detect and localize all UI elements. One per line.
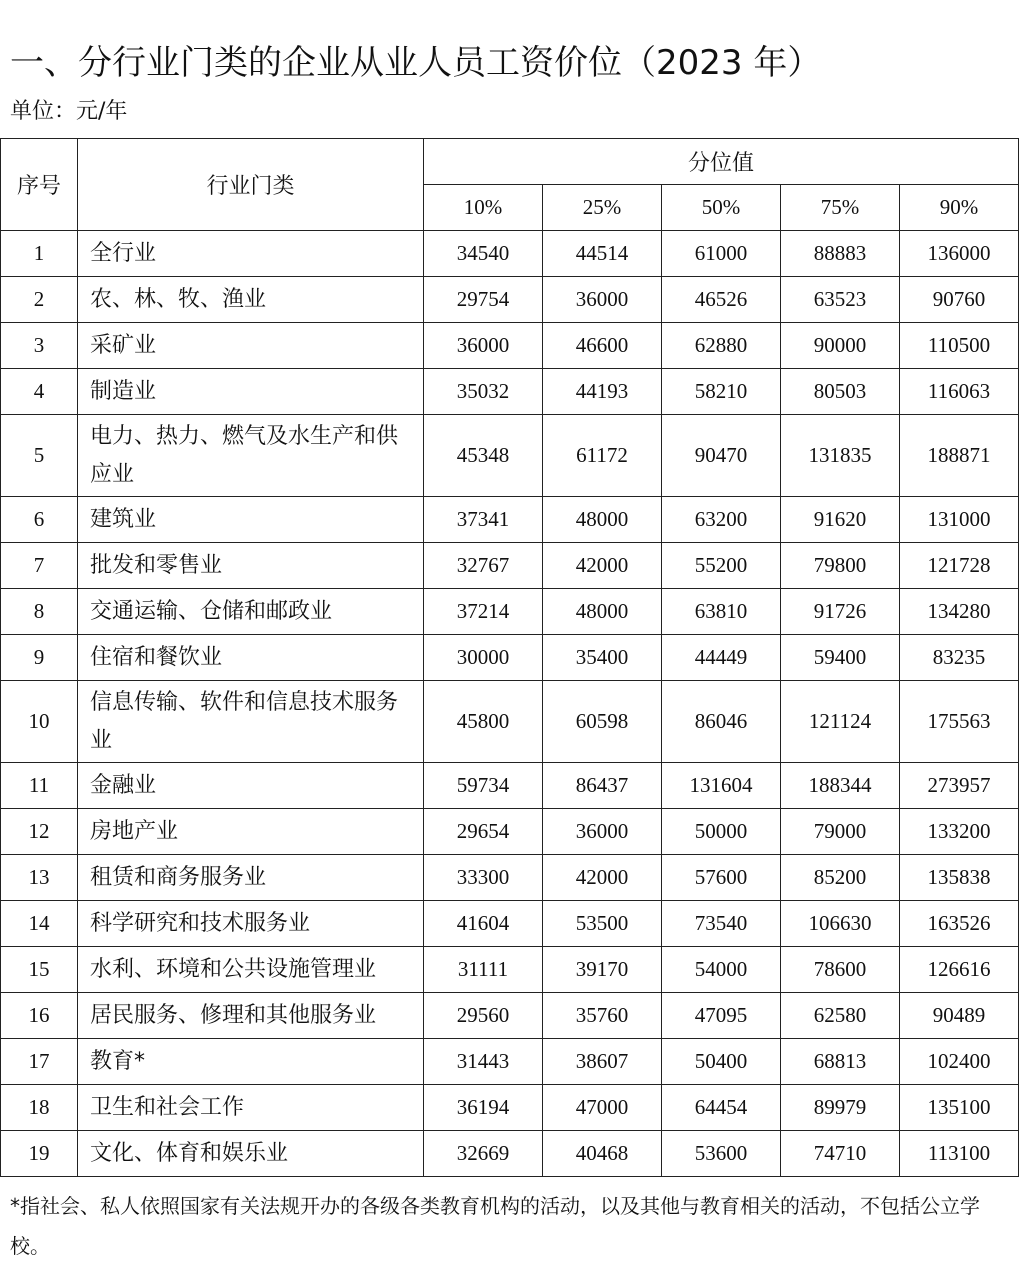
row-seq: 13 <box>1 855 78 901</box>
row-seq: 19 <box>1 1131 78 1177</box>
row-value-p90: 273957 <box>900 763 1019 809</box>
table-row <box>1 589 1019 635</box>
row-value-p25: 36000 <box>543 277 662 323</box>
row-value-p50: 64454 <box>662 1085 781 1131</box>
row-value-p25: 38607 <box>543 1039 662 1085</box>
row-value-p10: 31111 <box>424 947 543 993</box>
row-industry: 批发和零售业 <box>78 543 424 589</box>
row-seq: 17 <box>1 1039 78 1085</box>
row-industry: 卫生和社会工作 <box>78 1085 424 1131</box>
row-value-p10: 31443 <box>424 1039 543 1085</box>
row-seq: 11 <box>1 763 78 809</box>
table-row <box>1 277 1019 323</box>
row-value-p10: 30000 <box>424 635 543 681</box>
row-industry: 房地产业 <box>78 809 424 855</box>
row-industry: 交通运输、仓储和邮政业 <box>78 589 424 635</box>
row-value-p75: 91620 <box>781 497 900 543</box>
row-value-p90: 113100 <box>900 1131 1019 1177</box>
row-value-p75: 78600 <box>781 947 900 993</box>
row-value-p90: 175563 <box>900 681 1019 763</box>
row-value-p90: 116063 <box>900 369 1019 415</box>
row-seq: 2 <box>1 277 78 323</box>
table-row <box>1 543 1019 589</box>
wage-table <box>0 138 1019 1177</box>
row-value-p25: 61172 <box>543 415 662 497</box>
header-percentile-group: 分位值 <box>424 139 1019 185</box>
row-value-p25: 40468 <box>543 1131 662 1177</box>
header-seq: 序号 <box>1 139 78 231</box>
table-row <box>1 1085 1019 1131</box>
row-value-p90: 163526 <box>900 901 1019 947</box>
row-value-p75: 121124 <box>781 681 900 763</box>
row-value-p10: 37214 <box>424 589 543 635</box>
row-value-p25: 47000 <box>543 1085 662 1131</box>
row-value-p10: 29654 <box>424 809 543 855</box>
row-seq: 10 <box>1 681 78 763</box>
row-value-p90: 136000 <box>900 231 1019 277</box>
table-row <box>1 947 1019 993</box>
row-value-p50: 44449 <box>662 635 781 681</box>
row-value-p25: 46600 <box>543 323 662 369</box>
row-value-p10: 36194 <box>424 1085 543 1131</box>
row-industry: 制造业 <box>78 369 424 415</box>
row-value-p10: 41604 <box>424 901 543 947</box>
row-industry: 水利、环境和公共设施管理业 <box>78 947 424 993</box>
row-industry: 信息传输、软件和信息技术服务业 <box>78 681 424 763</box>
table-row <box>1 681 1019 763</box>
row-value-p25: 35400 <box>543 635 662 681</box>
row-value-p90: 133200 <box>900 809 1019 855</box>
row-seq: 9 <box>1 635 78 681</box>
row-value-p10: 34540 <box>424 231 543 277</box>
row-value-p75: 74710 <box>781 1131 900 1177</box>
row-value-p10: 45348 <box>424 415 543 497</box>
table-row <box>1 901 1019 947</box>
table-row <box>1 1039 1019 1085</box>
row-value-p75: 88883 <box>781 231 900 277</box>
row-industry: 建筑业 <box>78 497 424 543</box>
row-value-p10: 33300 <box>424 855 543 901</box>
row-value-p50: 62880 <box>662 323 781 369</box>
table-row <box>1 369 1019 415</box>
header-p50: 50% <box>662 185 781 231</box>
page-title: 一、分行业门类的企业从业人员工资价位（2023 年） <box>10 43 822 83</box>
row-industry: 居民服务、修理和其他服务业 <box>78 993 424 1039</box>
row-value-p25: 48000 <box>543 497 662 543</box>
row-seq: 14 <box>1 901 78 947</box>
row-seq: 4 <box>1 369 78 415</box>
row-seq: 7 <box>1 543 78 589</box>
row-industry: 住宿和餐饮业 <box>78 635 424 681</box>
row-value-p50: 86046 <box>662 681 781 763</box>
row-value-p50: 61000 <box>662 231 781 277</box>
row-value-p75: 91726 <box>781 589 900 635</box>
header-industry: 行业门类 <box>78 139 424 231</box>
row-industry: 采矿业 <box>78 323 424 369</box>
row-value-p75: 89979 <box>781 1085 900 1131</box>
table-row <box>1 763 1019 809</box>
row-industry: 电力、热力、燃气及水生产和供应业 <box>78 415 424 497</box>
header-p75: 75% <box>781 185 900 231</box>
row-value-p50: 63810 <box>662 589 781 635</box>
row-value-p25: 36000 <box>543 809 662 855</box>
row-value-p90: 83235 <box>900 635 1019 681</box>
table-row <box>1 231 1019 277</box>
row-value-p90: 121728 <box>900 543 1019 589</box>
row-industry: 全行业 <box>78 231 424 277</box>
row-value-p25: 39170 <box>543 947 662 993</box>
row-seq: 3 <box>1 323 78 369</box>
row-value-p90: 90489 <box>900 993 1019 1039</box>
row-value-p75: 80503 <box>781 369 900 415</box>
row-value-p50: 46526 <box>662 277 781 323</box>
row-value-p50: 54000 <box>662 947 781 993</box>
row-value-p10: 32669 <box>424 1131 543 1177</box>
row-value-p90: 126616 <box>900 947 1019 993</box>
table-row <box>1 415 1019 497</box>
row-value-p10: 35032 <box>424 369 543 415</box>
row-value-p50: 57600 <box>662 855 781 901</box>
row-value-p75: 131835 <box>781 415 900 497</box>
table-row <box>1 855 1019 901</box>
row-value-p25: 53500 <box>543 901 662 947</box>
row-value-p50: 53600 <box>662 1131 781 1177</box>
row-value-p90: 90760 <box>900 277 1019 323</box>
row-value-p10: 29560 <box>424 993 543 1039</box>
row-value-p75: 106630 <box>781 901 900 947</box>
row-value-p25: 44514 <box>543 231 662 277</box>
row-value-p50: 90470 <box>662 415 781 497</box>
row-value-p25: 42000 <box>543 855 662 901</box>
row-industry: 租赁和商务服务业 <box>78 855 424 901</box>
row-value-p50: 50000 <box>662 809 781 855</box>
header-p90: 90% <box>900 185 1019 231</box>
row-seq: 16 <box>1 993 78 1039</box>
row-value-p10: 36000 <box>424 323 543 369</box>
row-value-p75: 79000 <box>781 809 900 855</box>
row-value-p75: 188344 <box>781 763 900 809</box>
table-row <box>1 635 1019 681</box>
row-value-p10: 32767 <box>424 543 543 589</box>
row-value-p10: 45800 <box>424 681 543 763</box>
row-value-p25: 44193 <box>543 369 662 415</box>
row-value-p90: 110500 <box>900 323 1019 369</box>
row-value-p10: 59734 <box>424 763 543 809</box>
row-value-p25: 60598 <box>543 681 662 763</box>
row-value-p90: 135100 <box>900 1085 1019 1131</box>
header-p10: 10% <box>424 185 543 231</box>
row-seq: 1 <box>1 231 78 277</box>
row-seq: 15 <box>1 947 78 993</box>
row-value-p50: 47095 <box>662 993 781 1039</box>
table-row <box>1 993 1019 1039</box>
row-value-p90: 102400 <box>900 1039 1019 1085</box>
table-row <box>1 323 1019 369</box>
row-value-p90: 188871 <box>900 415 1019 497</box>
row-seq: 12 <box>1 809 78 855</box>
row-value-p50: 63200 <box>662 497 781 543</box>
row-value-p75: 79800 <box>781 543 900 589</box>
row-seq: 5 <box>1 415 78 497</box>
row-value-p25: 86437 <box>543 763 662 809</box>
row-value-p75: 85200 <box>781 855 900 901</box>
row-seq: 6 <box>1 497 78 543</box>
row-value-p10: 37341 <box>424 497 543 543</box>
row-value-p75: 62580 <box>781 993 900 1039</box>
row-value-p75: 59400 <box>781 635 900 681</box>
row-seq: 18 <box>1 1085 78 1131</box>
row-value-p25: 35760 <box>543 993 662 1039</box>
row-industry: 文化、体育和娱乐业 <box>78 1131 424 1177</box>
row-industry: 科学研究和技术服务业 <box>78 901 424 947</box>
row-value-p75: 68813 <box>781 1039 900 1085</box>
row-value-p50: 50400 <box>662 1039 781 1085</box>
row-seq: 8 <box>1 589 78 635</box>
row-value-p50: 58210 <box>662 369 781 415</box>
unit-label: 单位：元/年 <box>10 99 128 124</box>
row-value-p50: 131604 <box>662 763 781 809</box>
row-value-p90: 134280 <box>900 589 1019 635</box>
row-industry: 农、林、牧、渔业 <box>78 277 424 323</box>
row-value-p90: 131000 <box>900 497 1019 543</box>
row-value-p75: 63523 <box>781 277 900 323</box>
row-value-p50: 55200 <box>662 543 781 589</box>
table-row <box>1 1131 1019 1177</box>
header-p25: 25% <box>543 185 662 231</box>
row-value-p10: 29754 <box>424 277 543 323</box>
table-row <box>1 809 1019 855</box>
row-industry: 金融业 <box>78 763 424 809</box>
row-value-p75: 90000 <box>781 323 900 369</box>
row-value-p50: 73540 <box>662 901 781 947</box>
row-value-p25: 42000 <box>543 543 662 589</box>
footnote: *指社会、私人依照国家有关法规开办的各级各类教育机构的活动，以及其他与教育相关的活动，不包括公立学校。 <box>10 1194 980 1258</box>
row-value-p90: 135838 <box>900 855 1019 901</box>
table-row <box>1 497 1019 543</box>
row-industry: 教育* <box>78 1039 424 1085</box>
row-value-p25: 48000 <box>543 589 662 635</box>
